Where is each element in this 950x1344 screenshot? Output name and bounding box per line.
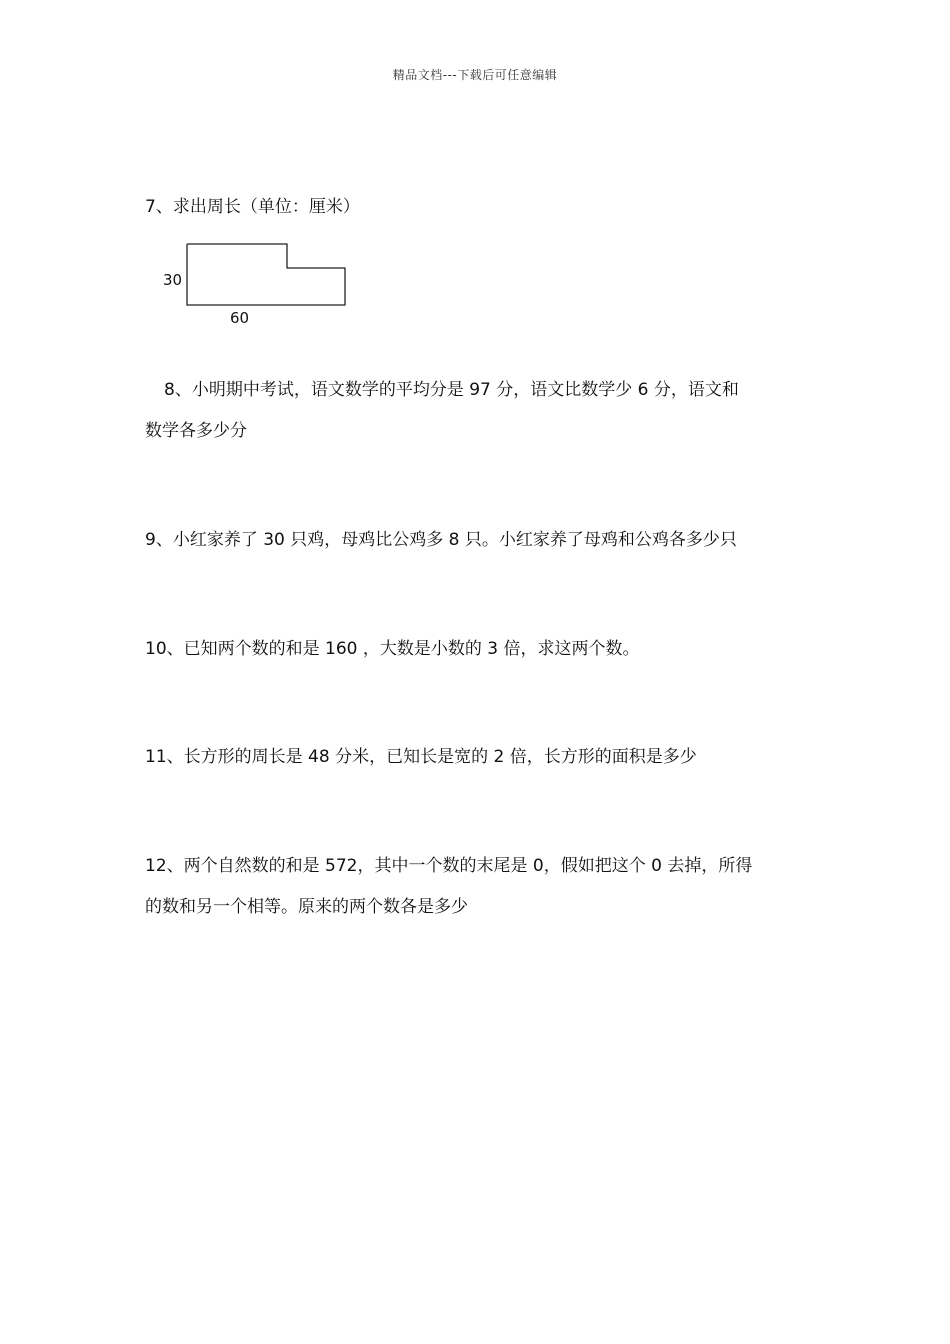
step-shape-outline — [187, 244, 345, 305]
perimeter-figure — [155, 236, 355, 336]
page-header: 精品文档---下载后可任意编辑 — [392, 68, 558, 82]
question-9 — [145, 520, 737, 561]
figure-height-label: 30 — [163, 271, 183, 289]
question-8-line-1: 8、小明期中考试，语文数学的平均分是 97 分，语文比数学少 6 分，语文和 — [164, 380, 739, 400]
question-10 — [145, 629, 640, 670]
question-10-line-1: 10、已知两个数的和是 160 ，大数是小数的 3 倍，求这两个数。 — [145, 639, 640, 659]
question-12-line-2: 的数和另一个相等。原来的两个数各是多少 — [145, 897, 468, 917]
question-11 — [145, 737, 697, 778]
question-12-line-1: 12、两个自然数的和是 572，其中一个数的末尾是 0，假如把这个 0 去掉，所得 — [145, 856, 753, 876]
question-7 — [145, 187, 360, 228]
figure-width-label: 60 — [230, 309, 250, 327]
question-9-line-1: 9、小红家养了 30 只鸡，母鸡比公鸡多 8 只。小红家养了母鸡和公鸡各多少只 — [145, 530, 737, 550]
step-shape-diagram — [155, 236, 355, 336]
question-12 — [145, 846, 752, 928]
question-8 — [145, 370, 739, 452]
question-8-line-2: 数学各多少分 — [145, 421, 247, 441]
question-11-line-1: 11、长方形的周长是 48 分米，已知长是宽的 2 倍，长方形的面积是多少 — [145, 747, 697, 767]
question-7-line-1: 7、求出周长（单位：厘米） — [145, 197, 360, 217]
